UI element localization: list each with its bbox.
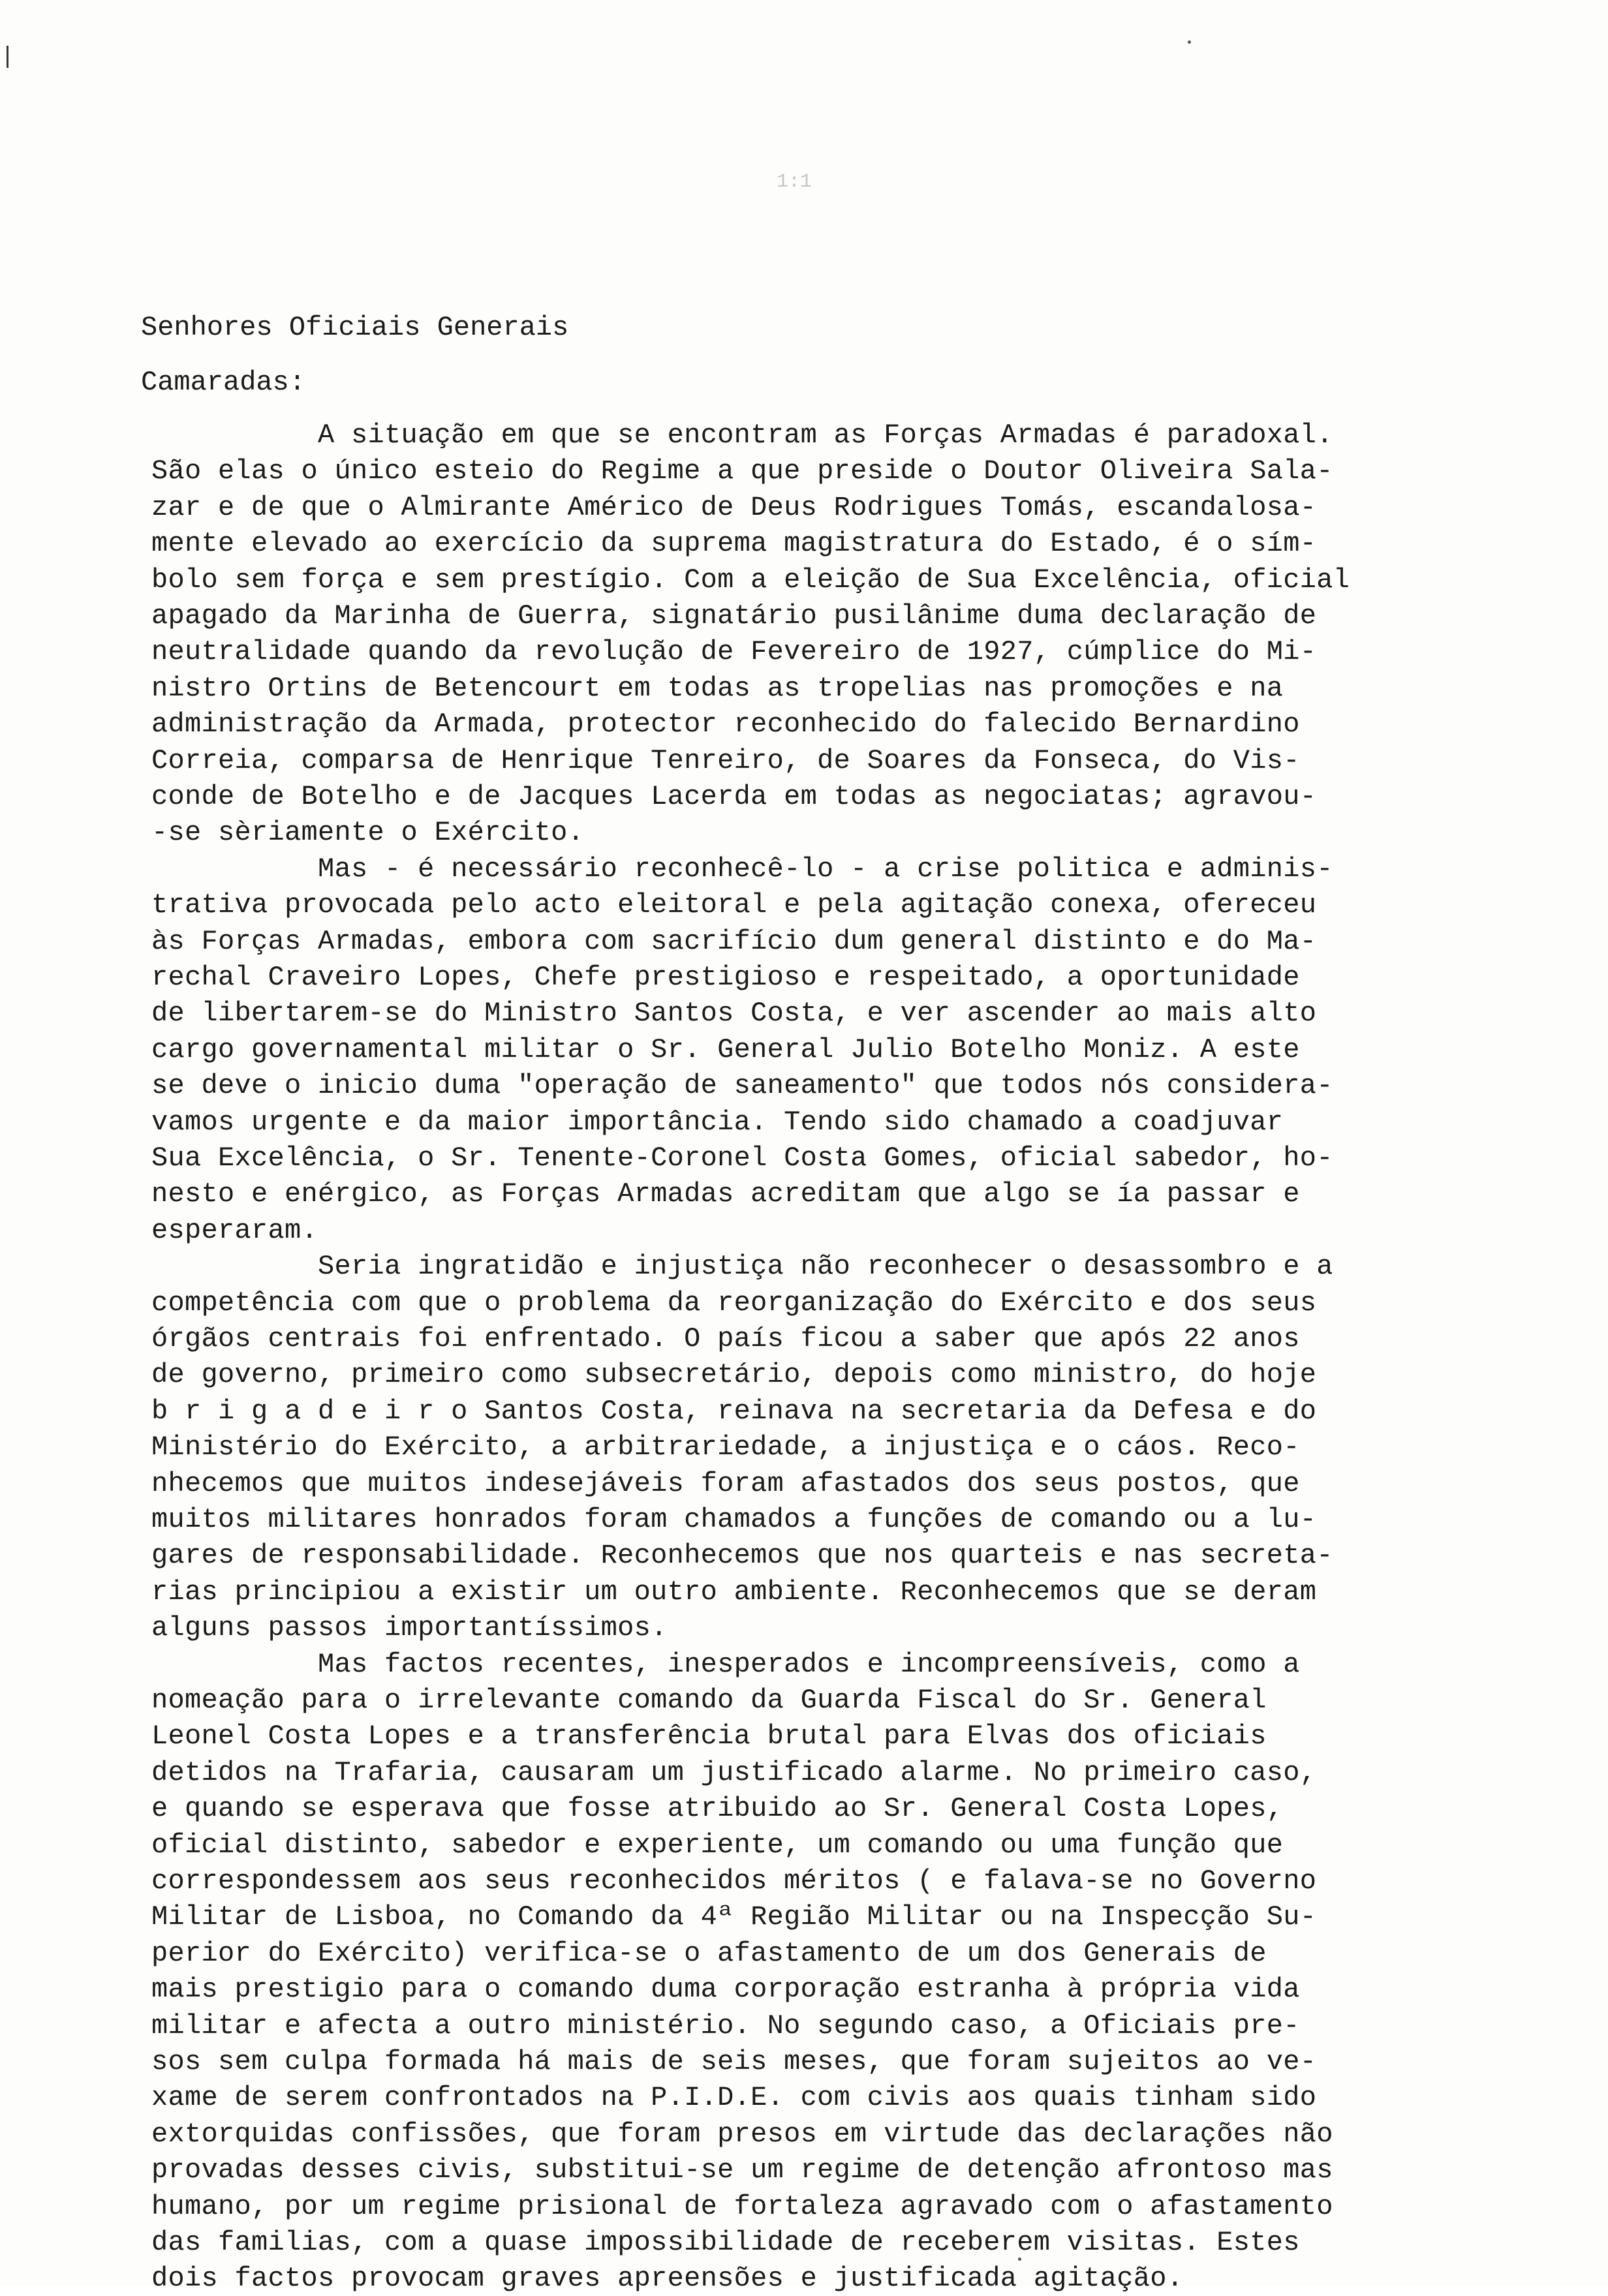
salutation-line-2: Camaradas:	[141, 367, 306, 398]
body-text-line: detidos na Trafaria, causaram um justificado alarme. No primeiro caso,	[151, 1757, 1317, 1788]
body-text-line: Ministério do Exército, a arbitrariedade, a injustiça e o cáos. Reco-	[151, 1431, 1300, 1463]
edge-mark	[7, 46, 8, 68]
body-text-line: correspondessem aos seus reconhecidos méritos ( e falava-se no Governo	[151, 1865, 1317, 1897]
body-text-line: às Forças Armadas, embora com sacrifício dum general distinto e do Ma-	[151, 926, 1317, 957]
body-text-line: cargo governamental militar o Sr. General Julio Botelho Moniz. A este	[151, 1034, 1300, 1065]
body-text-line: rechal Craveiro Lopes, Chefe prestigioso e respeitado, a oportunidade	[151, 962, 1300, 993]
body-text-line: esperaram.	[151, 1215, 318, 1246]
body-text-line: bolo sem força e sem prestígio. Com a eleição de Sua Excelência, oficial	[151, 564, 1350, 596]
body-text-line: vamos urgente e da maior importância. Tendo sido chamado a coadjuvar	[151, 1107, 1284, 1138]
body-text-line: dois factos provocam graves apreensões e justificada agitação.	[151, 2263, 1184, 2294]
body-text-line: provadas desses civis, substitui-se um regime de detenção afrontoso mas	[151, 2154, 1333, 2186]
body-text-line: de governo, primeiro como subsecretário, depois como ministro, do hoje	[151, 1359, 1317, 1390]
body-text-line: órgãos centrais foi enfrentado. O país ficou a saber que após 22 anos	[151, 1323, 1300, 1355]
body-text-line: das familias, com a quase impossibilidade de receberem visitas. Estes	[151, 2227, 1300, 2258]
body-text-line: alguns passos importantíssimos.	[151, 1612, 668, 1644]
body-text-line: Mas factos recentes, inesperados e incompreensíveis, como a	[151, 1649, 1300, 1680]
body-text-line: nomeação para o irrelevante comando da Guarda Fiscal do Sr. General	[151, 1685, 1267, 1716]
body-text-line: São elas o único esteio do Regime a que preside o Doutor Oliveira Sala-	[151, 455, 1333, 487]
body-text-line: Mas - é necessário reconhecê-lo - a crise politica e adminis-	[151, 853, 1333, 885]
faint-header-mark: 1:1	[777, 171, 812, 193]
body-text-line: Sua Excelência, o Sr. Tenente-Coronel Costa Gomes, oficial sabedor, ho-	[151, 1142, 1333, 1174]
body-text-line: sos sem culpa formada há mais de seis meses, que foram sujeitos ao ve-	[151, 2046, 1317, 2077]
body-text-line: muitos militares honrados foram chamados a funções de comando ou a lu-	[151, 1504, 1317, 1535]
body-text-line: trativa provocada pelo acto eleitoral e pela agitação conexa, ofereceu	[151, 889, 1317, 921]
body-text-line: b r i g a d e i r o Santos Costa, reinava na secretaria da Defesa e do	[151, 1396, 1317, 1427]
body-text-line: conde de Botelho e de Jacques Lacerda em todas as negociatas; agravou-	[151, 781, 1317, 812]
body-text-line: nistro Ortins de Betencourt em todas as tropelias nas promoções e na	[151, 673, 1284, 704]
body-text-line: mais prestigio para o comando duma corporação estranha à própria vida	[151, 1974, 1300, 2005]
salutation-line-1: Senhores Oficiais Generais	[141, 312, 569, 343]
body-text-line: -se sèriamente o Exército.	[151, 817, 585, 848]
body-text-line: administração da Armada, protector reconhecido do falecido Bernardino	[151, 709, 1300, 740]
body-text-line: e quando se esperava que fosse atribuido ao Sr. General Costa Lopes,	[151, 1793, 1284, 1824]
body-text-line: nhecemos que muitos indesejáveis foram afastados dos seus postos, que	[151, 1468, 1300, 1499]
body-text-line: gares de responsabilidade. Reconhecemos que nos quarteis e nas secreta-	[151, 1540, 1333, 1571]
body-text-line: rias principiou a existir um outro ambiente. Reconhecemos que se deram	[151, 1576, 1317, 1608]
body-text-line: humano, por um regime prisional de fortaleza agravado com o afastamento	[151, 2191, 1333, 2222]
body-text-line: mente elevado ao exercício da suprema magistratura do Estado, é o sím-	[151, 528, 1317, 559]
body-text-line: Seria ingratidão e injustiça não reconhecer o desassombro e a	[151, 1251, 1333, 1282]
speck	[1188, 40, 1191, 44]
body-text-line: A situação em que se encontram as Forças Armadas é paradoxal.	[151, 420, 1333, 451]
body-text-line: de libertarem-se do Ministro Santos Costa, e ver ascender ao mais alto	[151, 998, 1317, 1029]
body-text-line: Militar de Lisboa, no Comando da 4ª Região Militar ou na Inspecção Su-	[151, 1901, 1317, 1933]
body-text-line: Correia, comparsa de Henrique Tenreiro, de Soares da Fonseca, do Vis-	[151, 745, 1300, 776]
body-text-line: apagado da Marinha de Guerra, signatário pusilânime duma declaração de	[151, 600, 1317, 632]
body-text-line: militar e afecta a outro ministério. No segundo caso, a Oficiais pre-	[151, 2010, 1300, 2042]
body-text-line: competência com que o problema da reorganização do Exército e dos seus	[151, 1287, 1317, 1319]
body-text-line: neutralidade quando da revolução de Fevereiro de 1927, cúmplice do Mi-	[151, 636, 1317, 667]
body-text-line: Leonel Costa Lopes e a transferência brutal para Elvas dos oficiais	[151, 1721, 1267, 1752]
body-text-line: extorquidas confissões, que foram presos em virtude das declarações não	[151, 2119, 1333, 2150]
body-text-line: oficial distinto, sabedor e experiente, um comando ou uma função que	[151, 1829, 1284, 1861]
body-text-line: se deve o inicio duma "operação de saneamento" que todos nós considera-	[151, 1070, 1333, 1101]
body-text-line: nesto e enérgico, as Forças Armadas acreditam que algo se ía passar e	[151, 1178, 1300, 1210]
body-text-line: zar e de que o Almirante Américo de Deus Rodrigues Tomás, escandalosa-	[151, 492, 1317, 523]
body-text-line: xame de serem confrontados na P.I.D.E. com civis aos quais tinham sido	[151, 2082, 1317, 2113]
body-text-line: perior do Exército) verifica-se o afastamento de um dos Generais de	[151, 1938, 1267, 1969]
